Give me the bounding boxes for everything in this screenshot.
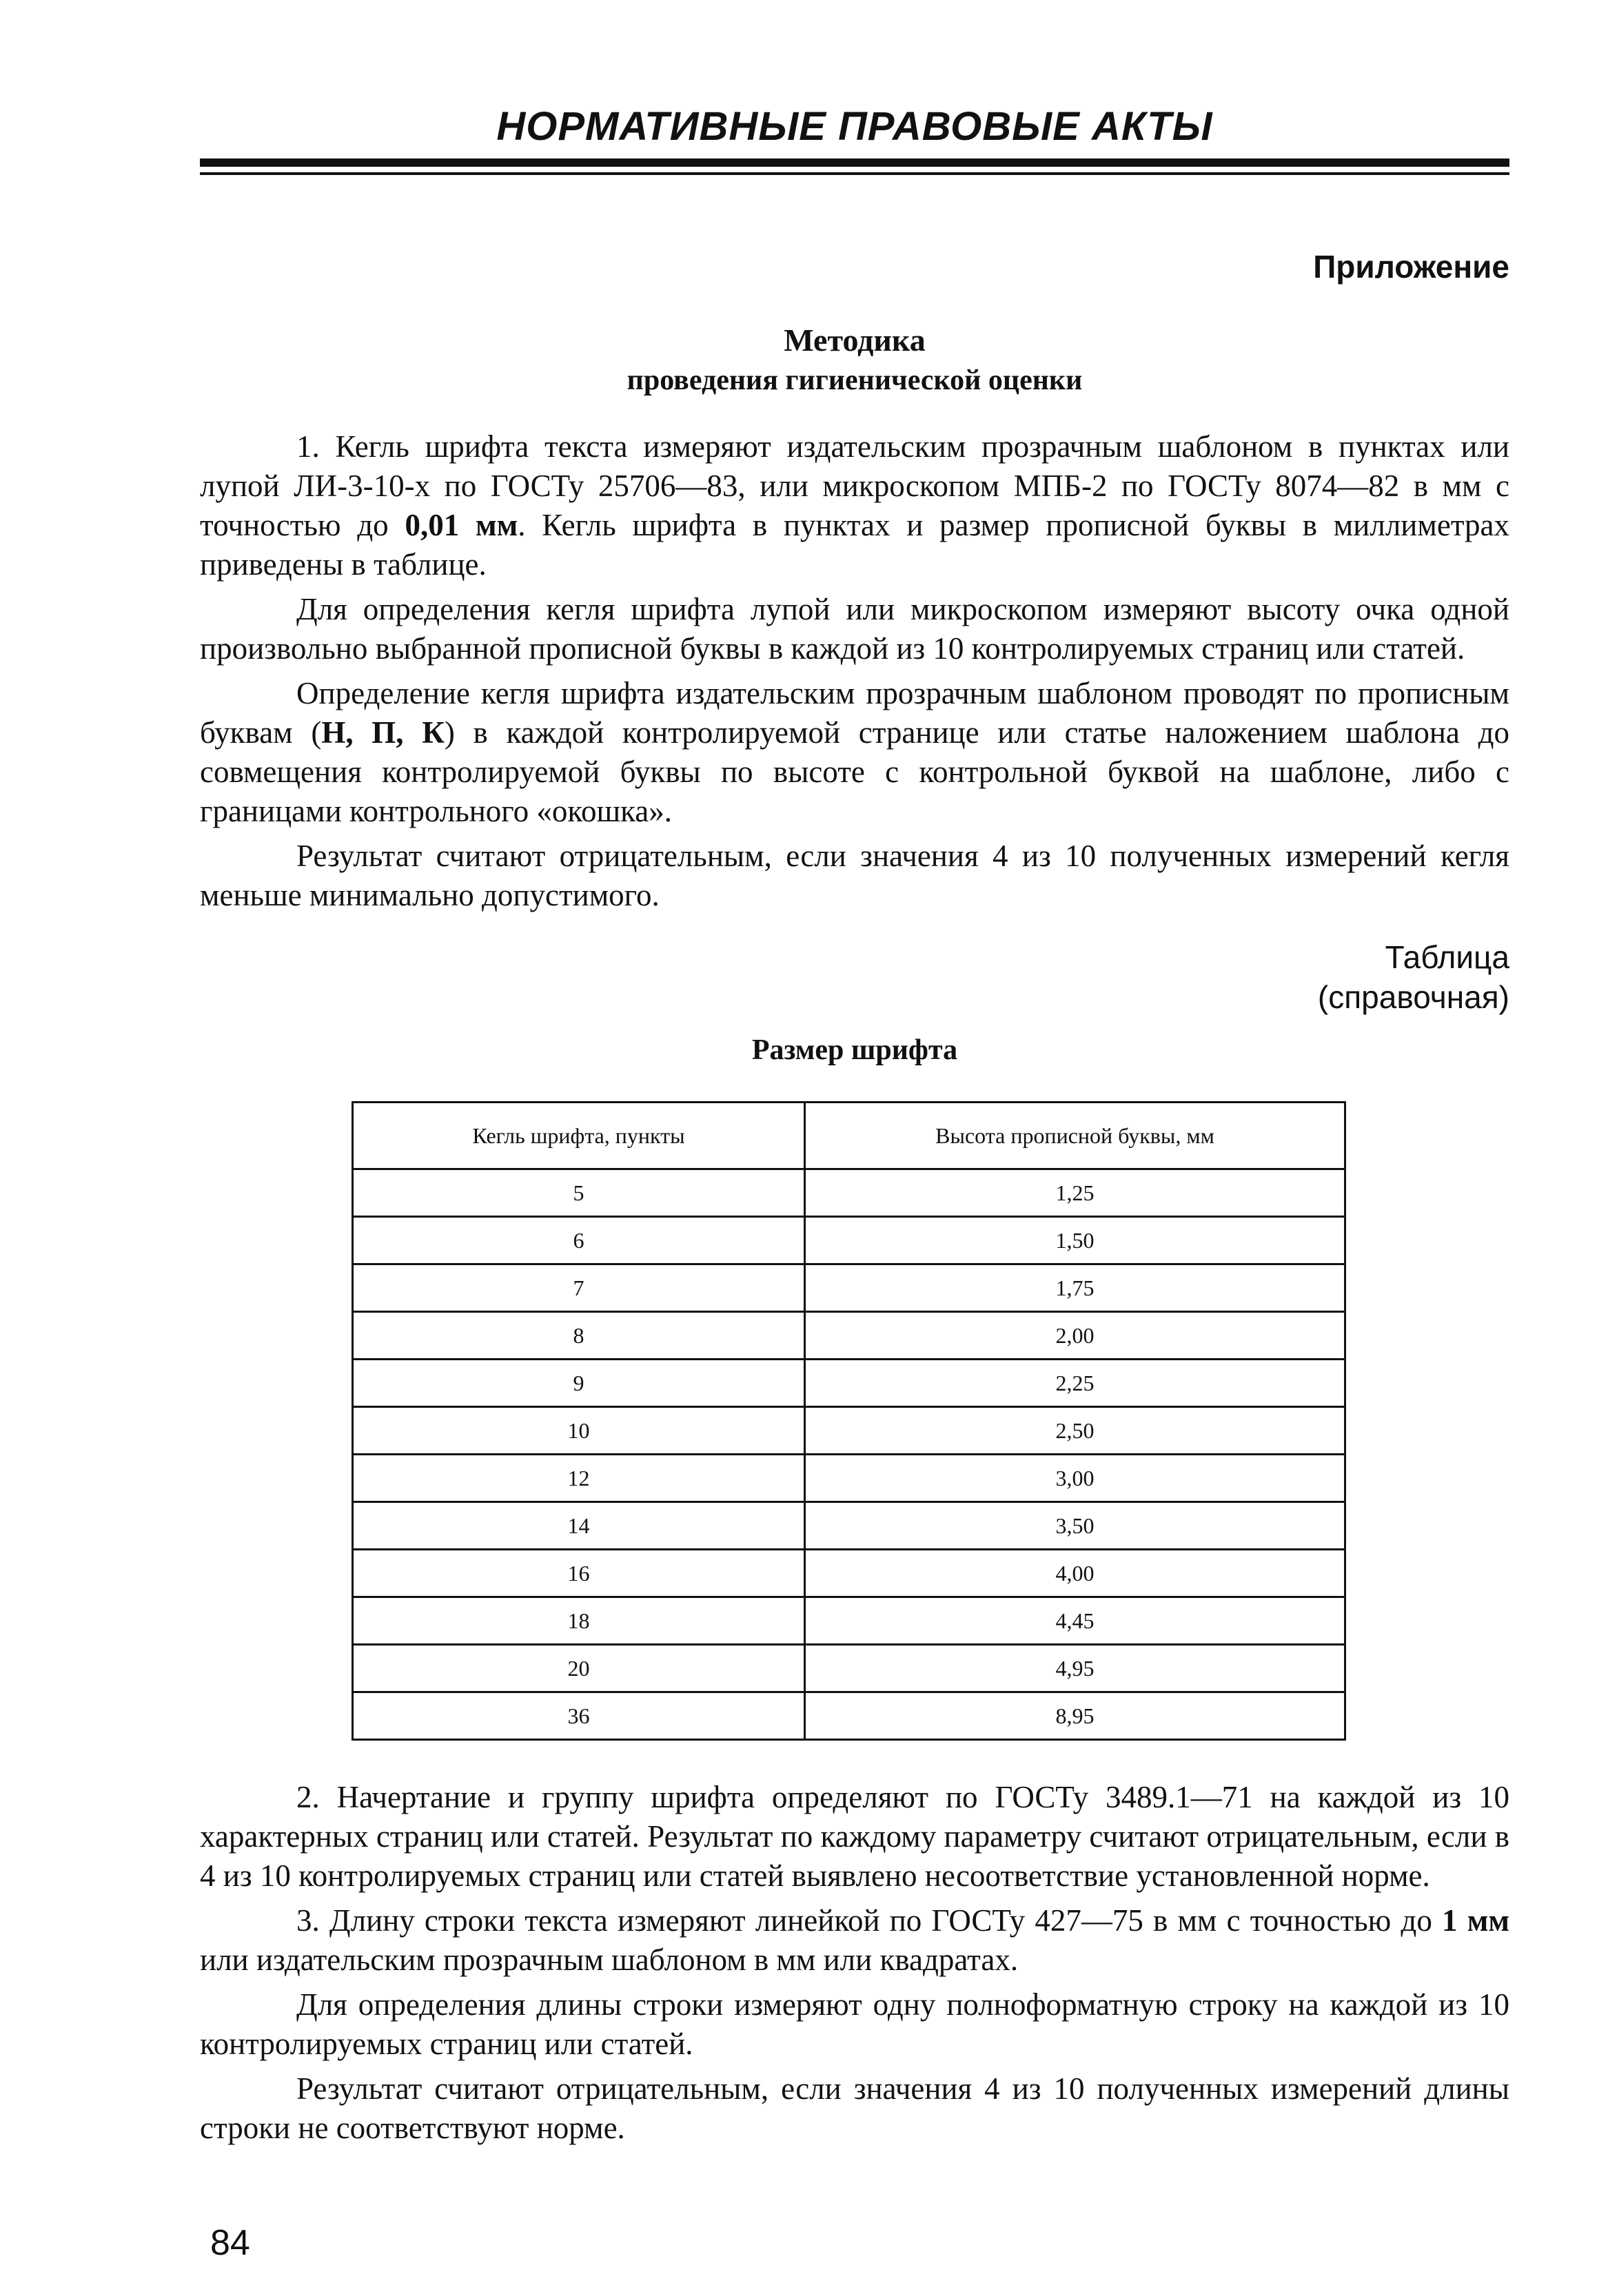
header-rule-thick [200,158,1509,167]
method-title [200,320,1509,400]
paragraph [200,427,1509,584]
method-title-line1: Методика [784,322,926,358]
table-cell: 7 [353,1264,805,1312]
table-cell: 1,25 [805,1169,1345,1217]
paragraph: Результат считают отрицательным, если значения 4 из 10 полученных измерений длины строки не соответствуют норме. [200,2071,1509,2145]
table-row [353,1550,1345,1597]
table-cell: 3,00 [805,1455,1345,1502]
table-cell: 12 [353,1455,805,1502]
running-header-title: НОРМАТИВНЫЕ ПРАВОВЫЕ АКТЫ [496,104,1213,149]
table-cell: 5 [353,1169,805,1217]
table-cell: 6 [353,1217,805,1264]
header-cell-capital-height: Высота прописной буквы, мм [805,1103,1345,1169]
paragraph: Для определения длины строки измеряют одну полноформатную строку на каждой из 10 контролируемых страниц или статей. [200,1987,1509,2061]
table-row [353,1360,1345,1407]
table-row [353,1217,1345,1264]
table-cell: 20 [353,1645,805,1692]
text-run: или издательским прозрачным шаблоном в мм или квадратах. [200,1943,1019,1977]
table-row [353,1455,1345,1502]
font-size-table [352,1101,1346,1741]
bold-text: 1 мм [1442,1903,1509,1938]
text-run: 3. Длину строки текста измеряют линейкой по ГОСТу 427—75 в мм с точностью до [296,1903,1443,1938]
table-cell: 4,45 [805,1597,1345,1645]
table-row [353,1692,1345,1740]
header-rule-thin [200,172,1509,175]
table-cell: 4,95 [805,1645,1345,1692]
method-title-line2: проведения гигиенической оценки [627,365,1083,396]
text-run: . Кегль шрифта в пунктах и размер прописной буквы в миллиметрах приведены в таблице. [200,508,1510,582]
table-cell: 9 [353,1360,805,1407]
table-cell: 8,95 [805,1692,1345,1740]
table-row [353,1169,1345,1217]
text-run: 1. Кегль шрифта текста измеряют издательским прозрачным шаблоном в пунктах или лупой ЛИ-3-10-х по ГОСТу 25706—83, или микроскопом МПБ-2 по ГОСТу 8074—82 в мм с точностью до [200,429,1509,542]
table-caption: Размер шрифта [751,1034,958,1066]
table-cell: 8 [353,1312,805,1360]
bold-text: Н, П, К [321,715,445,750]
table-cell: 14 [353,1502,805,1550]
table-label [1318,937,1509,1017]
table-cell: 16 [353,1550,805,1597]
section-1-text [200,427,1509,915]
page-number: 84 [210,2223,250,2263]
bold-text: 0,01 мм [405,508,518,542]
table-cell: 36 [353,1692,805,1740]
table-row [353,1312,1345,1360]
paragraph: Результат считают отрицательным, если значения 4 из 10 полученных измерений кегля меньше минимально допустимого. [200,839,1509,912]
table-cell: 1,75 [805,1264,1345,1312]
paragraph [200,674,1509,831]
table-cell: 2,25 [805,1360,1345,1407]
table-row [353,1407,1345,1455]
table-row [353,1597,1345,1645]
text-run: Определение кегля шрифта издательским прозрачным шаблоном проводят по прописным буквам ( [200,676,1509,750]
table-header-row [353,1103,1345,1169]
table-row [353,1645,1345,1692]
table-cell: 2,00 [805,1312,1345,1360]
table-cell: 10 [353,1407,805,1455]
table-row [353,1502,1345,1550]
paragraph [200,1901,1509,1980]
table-cell: 1,50 [805,1217,1345,1264]
table-cell: 2,50 [805,1407,1345,1455]
header-cell-point-size: Кегль шрифта, пункты [353,1103,805,1169]
appendix-label: Приложение [1313,249,1509,285]
paragraph: Для определения кегля шрифта лупой или микроскопом измеряют высоту очка одной произвольно выбранной прописной буквы в каждой из 10 контролируемых страниц или статей. [200,592,1509,666]
table-label-line2: (справочная) [1317,979,1509,1015]
table-cell: 3,50 [805,1502,1345,1550]
text-run: ) в каждой контролируемой странице или статье наложением шаблона до совмещения контролируемой буквы по высоте с контрольной буквой на шаблоне, либо с границами контрольного «окошка». [200,715,1509,828]
paragraph: 2. Начертание и группу шрифта определяют по ГОСТу 3489.1—71 на каждой из 10 характерных страниц или статей. Результат по каждому параметру считают отрицательным, если в 4 из 10 контролируемых страниц или статей выявлено несоответствие установленной норме. [200,1780,1509,1893]
table-cell: 4,00 [805,1550,1345,1597]
table-row [353,1264,1345,1312]
table-cell: 18 [353,1597,805,1645]
section-2-text [200,1778,1509,2148]
table-label-line1: Таблица [1385,939,1509,975]
